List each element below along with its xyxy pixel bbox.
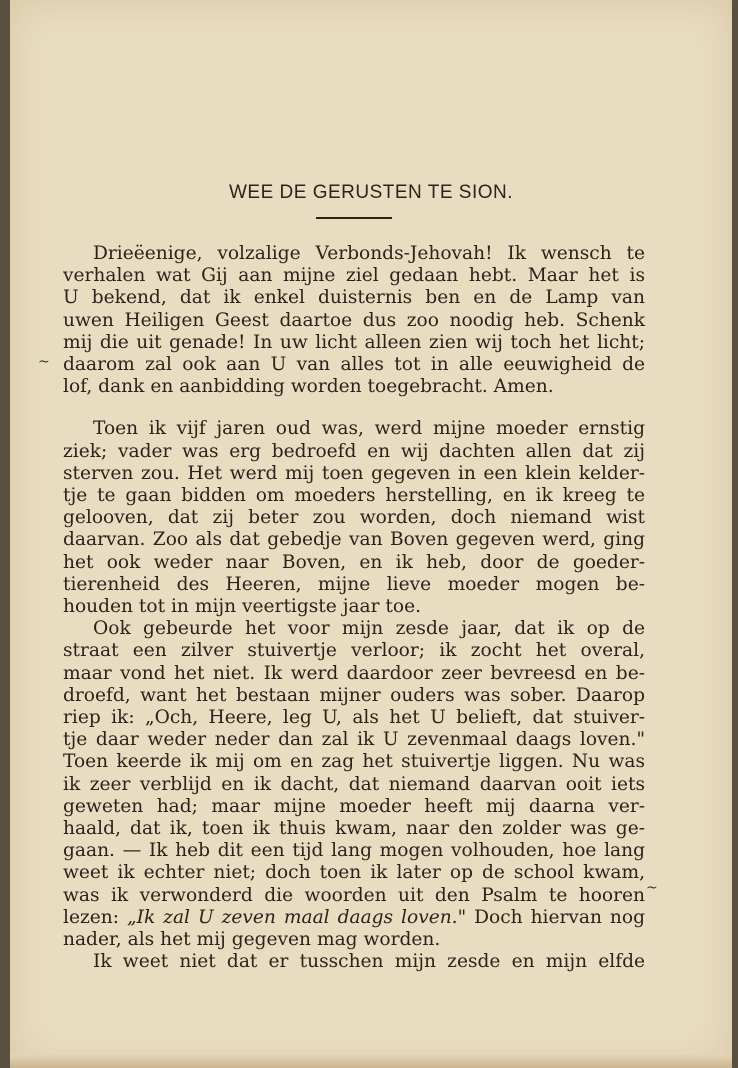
title-rule	[316, 217, 392, 219]
paragraph-lost-coin	[63, 618, 645, 951]
text-line-quote	[63, 907, 645, 929]
paragraph-invocation	[63, 243, 645, 398]
text-line: maar vond het niet. Ik werd daardoor zeer bevreesd en be-	[63, 662, 645, 684]
text-line: was ik verwonderd die woorden uit den Psalm te hooren	[63, 884, 645, 906]
text-line: Ook gebeurde het voor mijn zesde jaar, dat ik op de	[93, 618, 645, 640]
text-line: straat een zilver stuivertje verloor; ik zocht het overal,	[63, 640, 645, 662]
page-title: WEE DE GERUSTEN TE SION.	[228, 182, 514, 203]
margin-mark-left: ~	[38, 354, 50, 370]
book-page	[10, 0, 732, 1068]
paragraph-mother-illness	[63, 418, 645, 618]
page-bottom-edge	[10, 1054, 732, 1068]
text-line: sterven zou. Het werd mij toen gegeven in een klein kelder-	[63, 462, 645, 484]
text-line: tierenheid des Heeren, mijne lieve moeder mogen be-	[63, 573, 645, 595]
text-fragment: lezen:	[63, 906, 127, 928]
text-line: tje daar weder neder dan zal ik U zevenmaal daags loven."	[63, 729, 645, 751]
text-line: daarom zal ook aan U van alles tot in alle eeuwigheid de	[63, 354, 645, 376]
text-line: mij die uit genade! In uw licht alleen zien wij toch het licht;	[63, 331, 645, 353]
text-line: ziek; vader was erg bedroefd en wij dachten allen dat zij	[63, 440, 645, 462]
body-text	[63, 243, 645, 974]
text-line: tje te gaan bidden om moeders herstelling, en ik kreeg te	[63, 485, 645, 507]
text-line: lof, dank en aanbidding worden toegebracht. Amen.	[63, 376, 554, 398]
text-line: Drieëenige, volzalige Verbonds-Jehovah! Ik wensch te	[93, 243, 645, 264]
text-fragment: Doch hiervan nog	[466, 906, 645, 928]
text-line: droefd, want het bestaan mijner ouders was sober. Daarop	[63, 684, 645, 706]
text-line: U bekend, dat ik enkel duisternis ben en de Lamp van	[63, 287, 645, 309]
text-line: Toen ik vijf jaren oud was, werd mijne moeder ernstig	[93, 418, 645, 440]
text-line: uwen Heiligen Geest daartoe dus zoo noodig heb. Schenk	[63, 309, 645, 331]
margin-mark-right: ~	[646, 880, 658, 896]
text-line: gelooven, dat zij beter zou worden, doch niemand wist	[63, 507, 645, 529]
text-line: daarvan. Zoo als dat gebedje van Boven gegeven werd, ging	[63, 529, 645, 551]
text-line: ik zeer verblijd en ik dacht, dat niemand daarvan ooit iets	[63, 773, 645, 795]
italic-quote: „Ik zal U zeven maal daags loven."	[126, 906, 467, 928]
text-line: het ook weder naar Boven, en ik heb, door de goeder-	[63, 551, 645, 573]
text-line: haald, dat ik, toen ik thuis kwam, naar den zolder was ge-	[63, 818, 645, 840]
text-line: houden tot in mijn veertigste jaar toe.	[63, 596, 422, 618]
text-line: gaan. — Ik heb dit een tijd lang mogen volhouden, hoe lang	[63, 840, 645, 862]
text-line: riep ik: „Och, Heere, leg U, als het U belieft, dat stuiver-	[63, 707, 645, 729]
text-line: weet ik echter niet; doch toen ik later op de school kwam,	[63, 862, 645, 884]
text-line: nader, als het mij gegeven mag worden.	[63, 929, 441, 951]
text-line: geweten had; maar mijne moeder heeft mij daarna ver-	[63, 795, 645, 817]
text-line: verhalen wat Gij aan mijne ziel gedaan hebt. Maar het is	[63, 265, 645, 287]
text-line: Ik weet niet dat er tusschen mijn zesde en mijn elfde	[93, 951, 645, 973]
paragraph-next	[63, 951, 645, 973]
text-line: Toen keerde ik mij om en zag het stuivertje liggen. Nu was	[63, 751, 645, 773]
